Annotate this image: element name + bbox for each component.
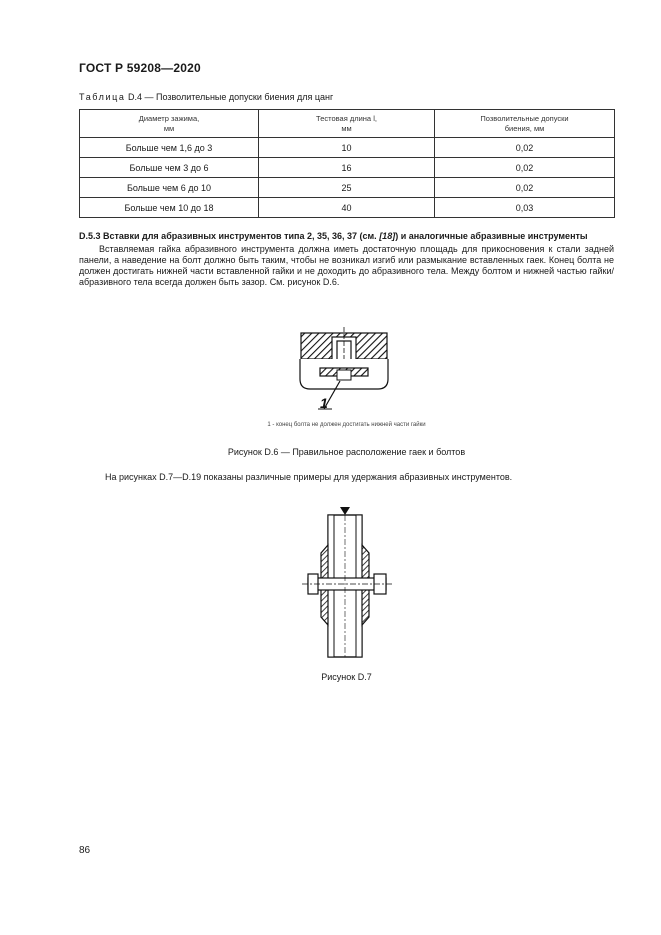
- section-paragraph: Вставляемая гайка абразивного инструмента должна иметь достаточную площадь для прикосновения к стали задней панели, а наведение на болт должно быть таким, чтобы не возникал изгиб или размыкание вставленных гаек. Конец болта не должен достигать нижней части вставленной гайки и не доходить до абразивного тела. Между болтом и нижней частью гайки/абразивного тела всегда должен быть зазор. См. рисунок D.6.: [79, 244, 614, 287]
- column-header-line: биения, мм: [504, 123, 545, 133]
- table-row: [80, 178, 615, 198]
- column-header-line: Диаметр зажима,: [138, 113, 200, 123]
- tolerance-table: [79, 109, 615, 218]
- section-heading: [79, 231, 614, 242]
- cell-length: 16: [259, 158, 435, 178]
- cell-tolerance: 0,03: [435, 198, 615, 218]
- table-caption-text: D.4 — Позволительные допуски биения для цанг: [125, 92, 334, 102]
- callout-number: 1: [320, 395, 328, 411]
- column-header-length: [259, 110, 435, 138]
- table-caption-prefix: Таблица: [79, 92, 126, 102]
- table-row: [80, 158, 615, 178]
- cell-length: 10: [259, 138, 435, 158]
- document-title: ГОСТ Р 59208—2020: [79, 61, 201, 75]
- column-header-line: мм: [341, 123, 352, 133]
- heading-reference: [18]: [379, 231, 396, 241]
- direction-arrow-icon: [340, 507, 350, 515]
- figure-d6-note: 1 - конец болта не должен достигать нижней части гайки: [267, 422, 426, 428]
- section-d-5-3: [79, 231, 614, 288]
- table-row: [80, 138, 615, 158]
- figure-d7-caption: Рисунок D.7: [321, 672, 372, 682]
- column-header-line: Тестовая длина l,: [316, 113, 377, 123]
- cell-diameter: Больше чем 3 до 6: [80, 158, 259, 178]
- heading-text: ) и аналогичные абразивные инструменты: [395, 231, 588, 241]
- cell-length: 40: [259, 198, 435, 218]
- figures-paragraph: На рисунках D.7—D.19 показаны различные примеры для удержания абразивных инструментов.: [105, 472, 513, 482]
- cell-tolerance: 0,02: [435, 138, 615, 158]
- cell-diameter: Больше чем 1,6 до 3: [80, 138, 259, 158]
- figure-d6-caption: Рисунок D.6 — Правильное расположение гаек и болтов: [227, 447, 466, 457]
- figure-d6-drawing: [296, 327, 392, 417]
- table-caption: [79, 92, 333, 102]
- cell-diameter: Больше чем 10 до 18: [80, 198, 259, 218]
- column-header-tolerance: [435, 110, 615, 138]
- cell-diameter: Больше чем 6 до 10: [80, 178, 259, 198]
- heading-text: D.5.3 Вставки для абразивных инструментов типа 2, 35, 36, 37 (см.: [79, 231, 380, 241]
- column-header-line: мм: [163, 123, 175, 133]
- cell-tolerance: 0,02: [435, 158, 615, 178]
- page-number: 86: [79, 845, 91, 856]
- column-header-line: Позволительные допуски: [480, 113, 569, 123]
- figure-d7-drawing: [298, 505, 398, 660]
- table-row: [80, 198, 615, 218]
- bolt-end-gap: [337, 370, 351, 380]
- table-header-row: [80, 110, 615, 138]
- column-header-diameter: [80, 110, 259, 138]
- cell-length: 25: [259, 178, 435, 198]
- cell-tolerance: 0,02: [435, 178, 615, 198]
